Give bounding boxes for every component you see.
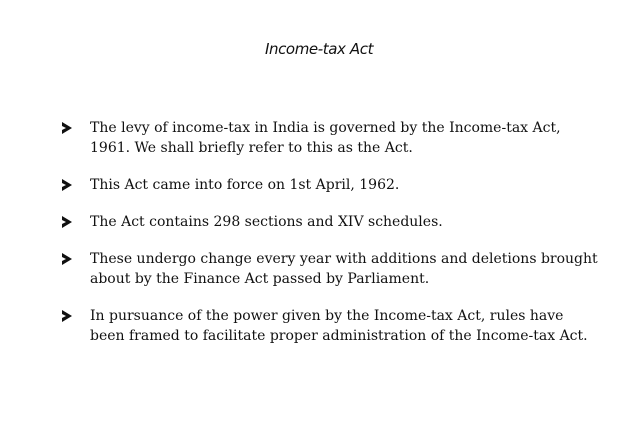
bullet-text: These undergo change every year with additions and deletions brought about by the Finance Act passed by Parliament. <box>90 251 598 287</box>
bullet-item <box>62 249 602 289</box>
bullet-item <box>62 212 602 232</box>
arrow-bullet-icon <box>62 310 72 322</box>
arrow-bullet-icon <box>62 179 72 191</box>
bullet-text: In pursuance of the power given by the Income-tax Act, rules have been framed to facilitate proper administration of the Income-tax Act. <box>90 308 588 344</box>
bullet-text: The Act contains 298 sections and XIV schedules. <box>90 214 443 230</box>
bullet-text: The levy of income-tax in India is governed by the Income-tax Act, 1961. We shall briefly refer to this as the Act. <box>90 120 561 156</box>
bullet-list <box>62 118 602 363</box>
slide-title: Income-tax Act <box>264 40 374 58</box>
arrow-bullet-icon <box>62 253 72 265</box>
arrow-bullet-icon <box>62 216 72 228</box>
arrow-bullet-icon <box>62 122 72 134</box>
bullet-item <box>62 306 602 346</box>
bullet-text: This Act came into force on 1st April, 1962. <box>90 177 400 193</box>
bullet-item <box>62 175 602 195</box>
bullet-item <box>62 118 602 158</box>
